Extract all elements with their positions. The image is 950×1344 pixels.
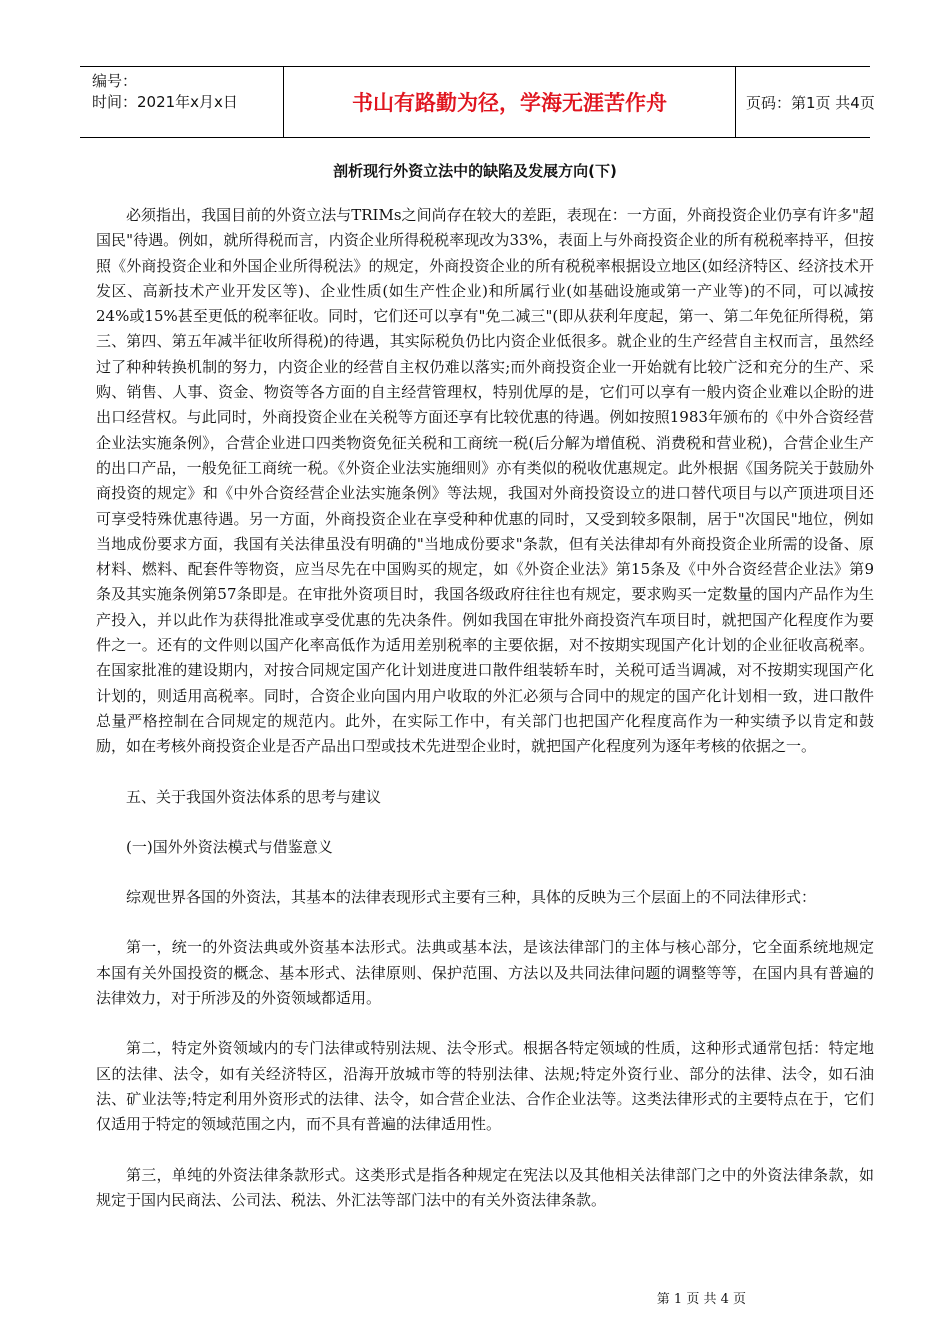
header-page-info: 页码：第1页 共4页 xyxy=(746,93,875,112)
page-header xyxy=(80,66,875,138)
paragraph: 第二，特定外资领域内的专门法律或特别法规、法令形式。根据各特定领域的性质，这种形式通常包括：特定地区的法律、法令，如有关经济特区，沿海开放城市等的特别法律、法规;特定外资行业、部分的法律、法令，如石油法、矿业法等;特定利用外资形式的法律、法令，如合营企业法、合作企业法等。这类法律形式的主要特点在于，它们仅适用于特定的领域范围之内，而不具有普遍的法律适用性。 xyxy=(96,1039,874,1134)
document-body xyxy=(96,203,874,1213)
document-time: 时间：2021年x月x日 xyxy=(92,93,238,111)
paragraph: 第三，单纯的外资法律条款形式。这类形式是指各种规定在宪法以及其他相关法律部门之中的外资法律条款，如规定于国内民商法、公司法、税法、外汇法等部门法中的有关外资法律条款。 xyxy=(96,1165,874,1209)
paragraph: 第一，统一的外资法典或外资基本法形式。法典或基本法，是该法律部门的主体与核心部分，它全面系统地规定本国有关外国投资的概念、基本形式、法律原则、保护范围、方法以及共同法律问题的调整等等，在国内具有普遍的法律效力，对于所涉及的外资领域都适用。 xyxy=(96,938,874,1008)
document-title: 剖析现行外资立法中的缺陷及发展方向(下) xyxy=(333,162,617,180)
document-number: 编号： xyxy=(92,72,138,90)
paragraph: 必须指出，我国目前的外资立法与TRIMs之间尚存在较大的差距，表现在：一方面，外商投资企业仍享有许多"超国民"待遇。例如，就所得税而言，内资企业所得税税率现改为33%，表面上与外商投资企业的所有税税率持平，但按照《外商投资企业和外国企业所得税法》的规定，外商投资企业的所有税税率根据设立地区(如经济特区、经济技术开发区、高新技术产业开发区等)、企业性质(如生产性企业)和所属行业(如基础设施或第一产业等)的不同，可以减按24%或15%甚至更低的税率征收。同时，它们还可以享有"免二减三"(即从获利年度起，第一、第二年免征所得税，第三、第四、第五年减半征收所得税)的待遇，其实际税负仍比内资企业低很多。就企业的生产经营自主权而言，虽然经过了种种转换机制的努力，内资企业的经营自主权仍难以落实;而外商投资企业一开始就有比较广泛和充分的生产、采购、销售、人事、资金、物资等各方面的自主经营管理权，特别优厚的是，它们可以享有一般内资企业难以企盼的进出口经营权。与此同时，外商投资企业在关税等方面还享有比较优惠的待遇。例如按照1983年颁布的《中外合资经营企业法实施条例》，合营企业进口四类物资免征关税和工商统一税(后分解为增值税、消费税和营业税)，合营企业生产的出口产品，一般免征工商统一税。《外资企业法实施细则》亦有类似的税收优惠规定。此外根据《国务院关于鼓励外商投资的规定》和《中外合资经营企业法实施条例》等法规，我国对外商投资设立的进口替代项目与以产顶进项目还可享受特殊优惠待遇。另一方面，外商投资企业在享受种种优惠的同时，又受到较多限制，居于"次国民"地位，例如当地成份要求方面，我国有关法律虽没有明确的"当地成份要求"条款，但有关法律却有外商投资企业所需的设备、原材料、燃料、配套件等物资，应当尽先在中国购买的规定，如《外资企业法》第15条及《中外合资经营企业法》第9条及其实施条例第57条即是。在审批外资项目时，我国各级政府往往也有规定，要求购买一定数量的国内产品作为生产投入，并以此作为获得批准或享受优惠的先决条件。例如我国在审批外商投资汽车项目时，就把国产化程度作为要件之一。还有的文件则以国产化率高低作为适用差别税率的主要依据，对不按期实现国产化计划的企业征收高税率。在国家批准的建设期内，对按合同规定国产化计划进度进口散件组装轿车时，关税可适当调减，对不按期实现国产化计划的，则适用高税率。同时，合资企业向国内用户收取的外汇必须与合同中的规定的国产化计划相一致，进口散件总量严格控制在合同规定的规范内。此外，在实际工作中，有关部门也把国产化程度高作为一种实绩予以肯定和鼓励，如在考核外商投资企业是否产品出口型或技术先进型企业时，就把国产化程度列为逐年考核的依据之一。 xyxy=(96,206,874,756)
section-heading: 五、关于我国外资法体系的思考与建议 xyxy=(126,787,382,806)
header-motto: 书山有路勤为径，学海无涯苦作舟 xyxy=(283,67,736,137)
page-footer: 第 1 页 共 4 页 xyxy=(656,1292,746,1307)
paragraph: 综观世界各国的外资法，其基本的法律表现形式主要有三种，具体的反映为三个层面上的不同法律形式： xyxy=(126,888,817,907)
subsection-heading: (一)国外外资法模式与借鉴意义 xyxy=(126,837,333,856)
header-meta xyxy=(80,67,283,137)
